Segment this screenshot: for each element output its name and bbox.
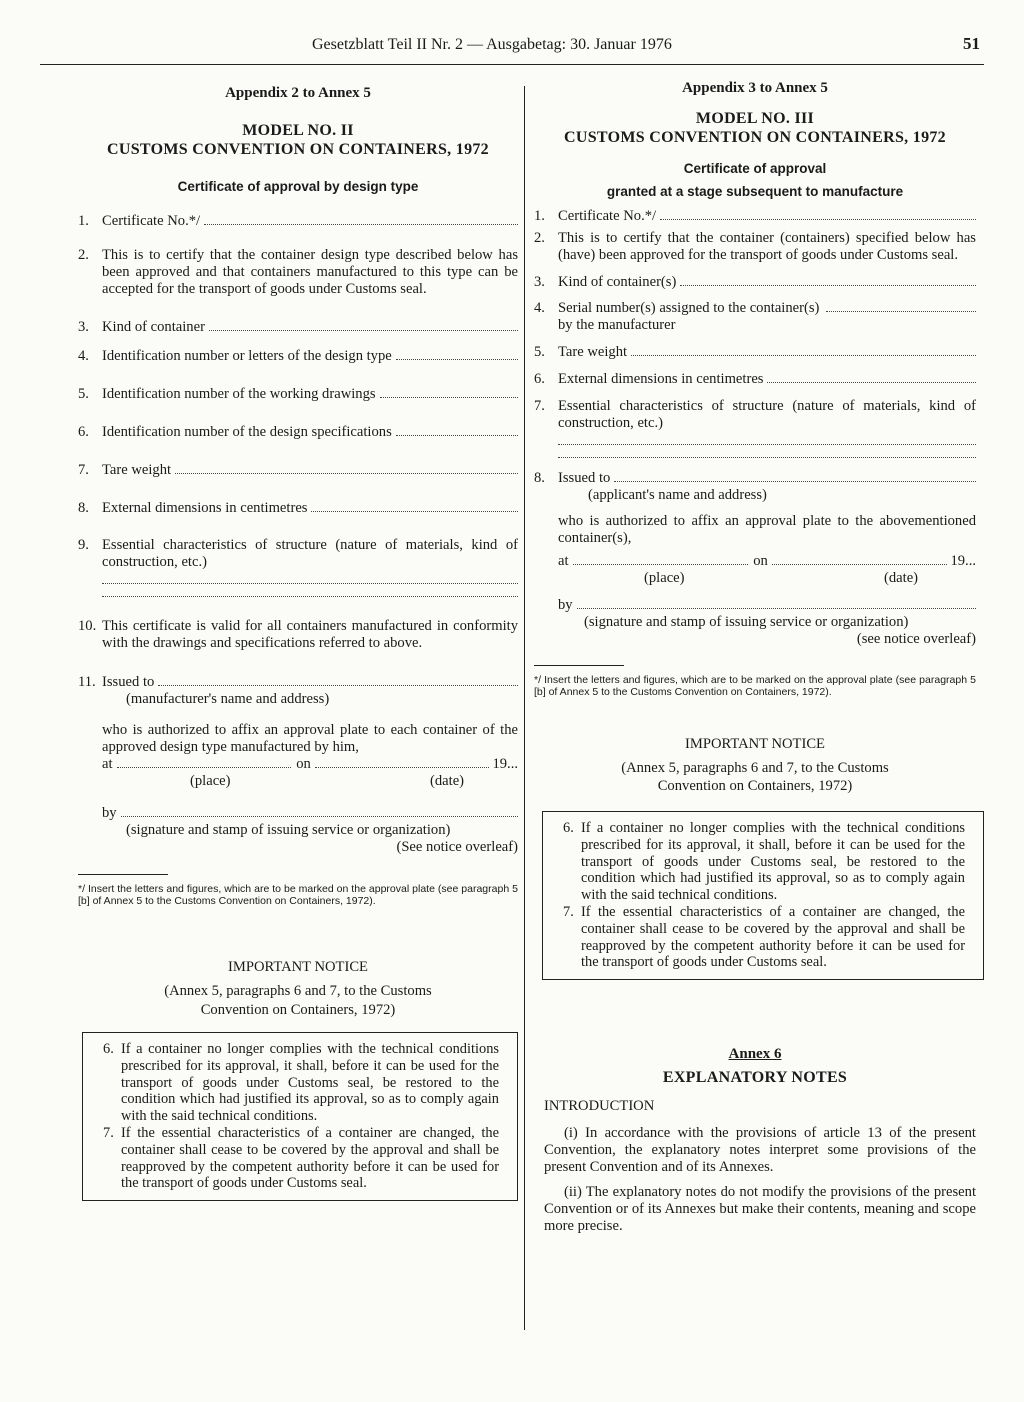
at-label: at: [558, 553, 569, 569]
right-certificate-title: Certificate of approval: [683, 161, 827, 176]
fill-line: [826, 310, 976, 312]
item-number: 4.: [78, 348, 89, 364]
item-number: 6.: [563, 820, 574, 836]
at-label: at: [102, 756, 113, 772]
issued-caption: (applicant's name and address): [588, 487, 767, 503]
right-item-3: [534, 274, 976, 291]
place-caption: (place): [644, 570, 685, 586]
right-notice-box: [542, 811, 984, 980]
right-convention-title: CUSTOMS CONVENTION ON CONTAINERS, 1972: [564, 129, 946, 146]
fill-line: [117, 766, 292, 768]
item-text: Certificate No.*/: [558, 208, 657, 224]
running-title: Gesetzblatt Teil II Nr. 2 — Ausgabetag: 30. Januar 1976: [312, 36, 672, 53]
right-notice-title: IMPORTANT NOTICE: [685, 736, 825, 752]
item-text: Tare weight: [102, 462, 172, 478]
item-number: 2.: [534, 230, 545, 246]
intro-paragraph-1: (i) In accordance with the provisions of article 13 of the present Convention, the explanatory notes interpret some provisions of the present Convention and of its Annexes.: [544, 1125, 976, 1176]
left-notice-title: IMPORTANT NOTICE: [228, 959, 368, 975]
footnote-rule: [78, 874, 168, 875]
left-column: [78, 80, 518, 1201]
right-notice-item-7: [563, 904, 965, 971]
fill-line: [396, 434, 518, 436]
item-number: 7.: [563, 903, 574, 920]
fill-line: [175, 472, 518, 474]
item-number: 6.: [534, 371, 545, 387]
fill-line: [204, 223, 518, 225]
on-label: on: [753, 553, 768, 569]
item-number: 5.: [78, 386, 89, 402]
left-item-3: [78, 319, 518, 336]
right-item-5: [534, 344, 976, 361]
item-text: Tare weight: [558, 344, 628, 360]
fill-line: [209, 329, 518, 331]
fill-line: [102, 584, 518, 597]
item-number: 8.: [534, 470, 545, 486]
item-text: Identification number of the working drawings: [102, 386, 376, 402]
item-text: If a container no longer complies with the technical conditions prescribed for its approval, it shall, before it can be used for the transport of goods under Customs seal, be restored to the condition which had justified its approval, so as to comply again with the said technical conditions.: [581, 820, 965, 904]
page-number: 51: [963, 34, 980, 53]
item-number: 9.: [78, 537, 89, 553]
fill-line: [380, 396, 518, 398]
left-convention-title: CUSTOMS CONVENTION ON CONTAINERS, 1972: [107, 141, 489, 158]
year-label: 19...: [950, 553, 976, 569]
item-text: If the essential characteristics of a container are changed, the container shall cease to be covered by the approval and shall be reapproved by the competent authority before it can be used for the transport of goods under Customs seal.: [121, 1124, 499, 1192]
left-item-1: [78, 213, 518, 230]
item-text: Identification number or letters of the design type: [102, 348, 392, 364]
by-label: by: [102, 805, 117, 821]
fill-line: [614, 480, 976, 482]
item-text: Essential characteristics of structure (nature of materials, kind of construction, etc.): [558, 398, 976, 431]
right-column: [534, 80, 976, 1235]
footnote-rule: [534, 665, 624, 666]
fill-line: [767, 381, 976, 383]
left-item-8: [78, 500, 518, 517]
header-rule: [40, 64, 984, 65]
fill-line: [680, 284, 976, 286]
right-item-7: [534, 398, 976, 458]
item-text: External dimensions in centimetres: [558, 371, 764, 387]
right-item-4: [534, 300, 976, 334]
item-number: 7.: [78, 462, 89, 478]
item-number: 4.: [534, 300, 545, 316]
left-certificate-title: Certificate of approval by design type: [177, 179, 419, 194]
left-item-5: [78, 386, 518, 403]
right-item-2: [534, 230, 976, 264]
annex-title: Annex 6: [728, 1046, 782, 1063]
item-text: Essential characteristics of structure (nature of materials, kind of construction, etc.): [102, 537, 518, 570]
fill-line: [573, 563, 749, 565]
item-text: Kind of container: [102, 319, 205, 335]
authorized-text: who is authorized to affix an approval plate to each container of the approved design type manufactured by him,: [102, 722, 518, 755]
item-text: Issued to: [558, 470, 611, 486]
item-number: 1.: [78, 213, 89, 229]
item-text: This is to certify that the container design type described below has been approved and that containers manufactured to this type can be accepted for the transport of goods under Customs seal.: [102, 247, 518, 297]
left-item-9: [78, 537, 518, 597]
fill-line: [315, 766, 490, 768]
signature-caption: (signature and stamp of issuing service or organization): [584, 614, 909, 630]
item-text: This is to certify that the container (containers) specified below has (have) been approved for the transport of goods under Customs seal.: [558, 230, 976, 263]
item-number: 10.: [78, 618, 97, 634]
see-notice: (See notice overleaf): [396, 839, 518, 855]
fill-line: [558, 432, 976, 445]
item-number: 2.: [78, 247, 89, 263]
by-label: by: [558, 597, 573, 613]
fill-line: [121, 815, 518, 817]
left-notice-reference: (Annex 5, paragraphs 6 and 7, to the Customs Convention on Containers, 1972): [164, 983, 432, 1018]
left-notice-item-7: [103, 1125, 499, 1192]
left-item-4: [78, 348, 518, 365]
right-model-title: MODEL NO. III: [695, 110, 815, 127]
right-notice-item-6: [563, 820, 965, 904]
right-item-6: [534, 371, 976, 388]
fill-line: [102, 571, 518, 584]
year-label: 19...: [492, 756, 518, 772]
left-appendix-title: Appendix 2 to Annex 5: [225, 85, 371, 101]
right-appendix-title: Appendix 3 to Annex 5: [682, 80, 828, 96]
intro-heading: INTRODUCTION: [544, 1098, 655, 1115]
fill-line: [158, 684, 518, 686]
fill-line: [772, 563, 948, 565]
intro-paragraph-2: (ii) The explanatory notes do not modify the provisions of the present Convention or of its Annexes but make their contents, meaning and scope more precise.: [544, 1184, 976, 1235]
item-number: 8.: [78, 500, 89, 516]
item-text: If a container no longer complies with the technical conditions prescribed for its approval, it shall, before it can be used for the transport of goods under Customs seal, be restored to the condition which had justified its approval, so as to comply again with the said technical conditions.: [121, 1041, 499, 1125]
fill-line: [631, 354, 976, 356]
date-caption: (date): [430, 773, 465, 789]
annex-subtitle: EXPLANATORY NOTES: [662, 1069, 848, 1087]
signature-caption: (signature and stamp of issuing service or organization): [126, 822, 451, 838]
column-divider: [524, 86, 525, 1330]
fill-line: [311, 510, 518, 512]
place-caption: (place): [190, 773, 231, 789]
item-number: 6.: [78, 424, 89, 440]
left-item-6: [78, 424, 518, 441]
item-number: 7.: [103, 1124, 114, 1141]
item-text: External dimensions in centimetres: [102, 500, 308, 516]
fill-line: [558, 445, 976, 458]
left-model-title: MODEL NO. II: [242, 122, 354, 139]
right-notice-reference: (Annex 5, paragraphs 6 and 7, to the Customs Convention on Containers, 1972): [621, 760, 889, 794]
item-text: Identification number of the design specifications: [102, 424, 392, 440]
authorized-text: who is authorized to affix an approval plate to the abovementioned container(s),: [558, 513, 976, 546]
issued-caption: (manufacturer's name and address): [126, 691, 330, 707]
fill-line: [660, 218, 976, 220]
left-item-7: [78, 462, 518, 479]
left-item-10: [78, 618, 518, 652]
right-item-8: [534, 470, 976, 648]
item-number: 5.: [534, 344, 545, 360]
item-text: Kind of container(s): [558, 274, 677, 290]
item-number: 3.: [78, 319, 89, 335]
left-item-11: [78, 674, 518, 856]
right-footnote: */ Insert the letters and figures, which are to be marked on the approval plate (see paragraph 5 [b] of Annex 5 to the Customs Convention on Containers, 1972).: [534, 674, 976, 698]
left-item-2: [78, 247, 518, 298]
date-caption: (date): [884, 570, 919, 586]
right-item-1: [534, 208, 976, 225]
fill-line: [577, 607, 976, 609]
item-text: Certificate No.*/: [102, 213, 201, 229]
item-number: 1.: [534, 208, 545, 224]
on-label: on: [296, 756, 311, 772]
left-footnote: */ Insert the letters and figures, which are to be marked on the approval plate (see paragraph 5 [b] of Annex 5 to the Customs Convention on Containers, 1972).: [78, 883, 518, 907]
fill-line: [396, 358, 518, 360]
item-number: 7.: [534, 398, 545, 414]
left-notice-box: [82, 1032, 518, 1201]
item-text: If the essential characteristics of a container are changed, the container shall cease to be covered by the approval and shall be reapproved by the competent authority before it can be used for the transport of goods under Customs seal.: [581, 903, 965, 971]
see-notice: (see notice overleaf): [856, 631, 976, 647]
item-number: 3.: [534, 274, 545, 290]
left-notice-item-6: [103, 1041, 499, 1125]
item-text: This certificate is valid for all containers manufactured in conformity with the drawings and specifications referred to above.: [102, 618, 518, 651]
item-number: 6.: [103, 1041, 114, 1057]
item-text: Serial number(s) assigned to the container(s) by the manufacturer: [558, 300, 820, 333]
right-certificate-subtitle: granted at a stage subsequent to manufacture: [606, 184, 904, 199]
item-text: Issued to: [102, 674, 155, 690]
item-number: 11.: [78, 674, 96, 690]
